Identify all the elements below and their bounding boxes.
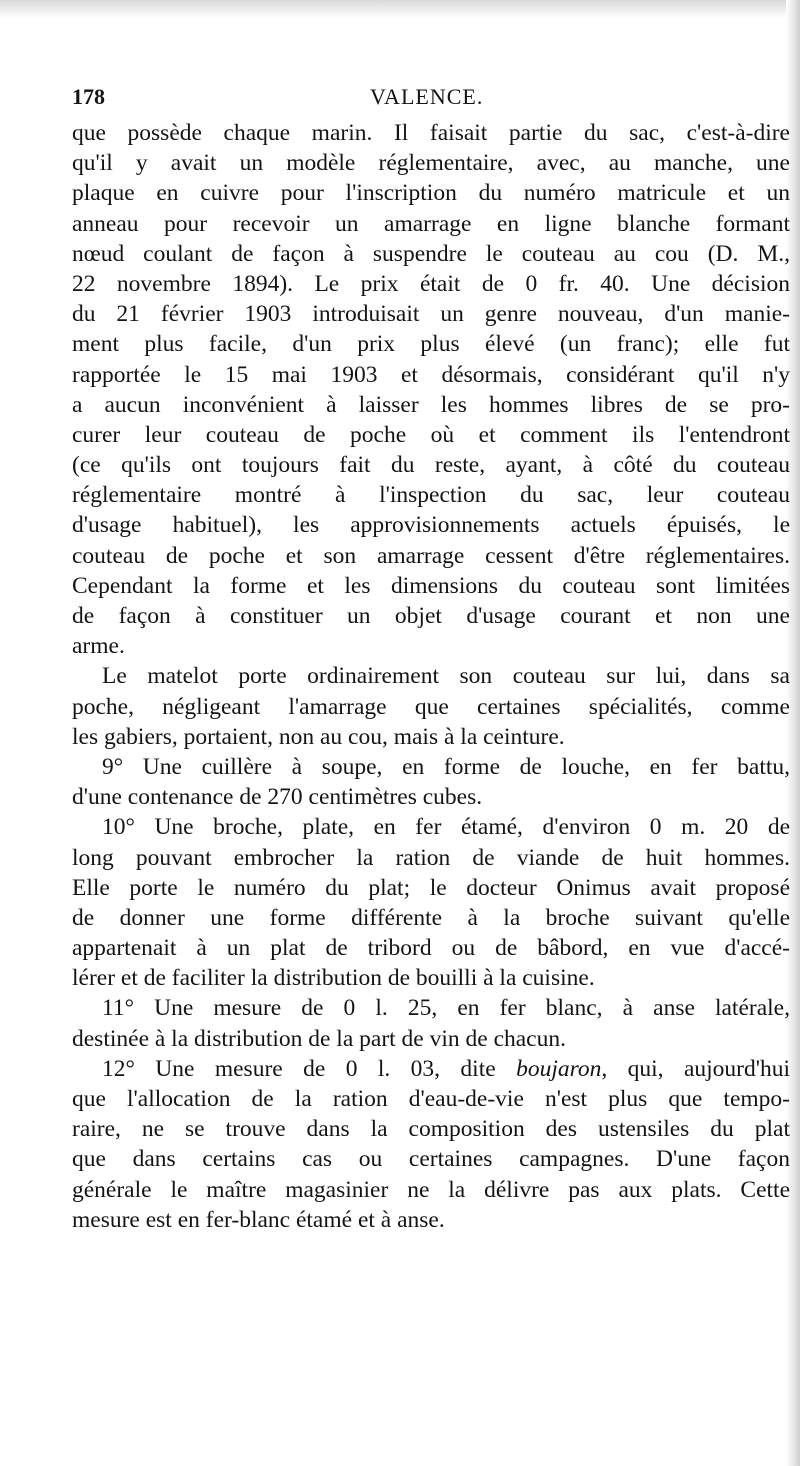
text-line: 22 novembre 1894). Le prix était de 0 fr. 40. Une décision bbox=[72, 270, 790, 297]
text-line: qu'il y avait un modèle réglementaire, avec, au manche, une bbox=[72, 150, 790, 177]
text-line: plaque en cuivre pour l'inscription du numéro matricule et un bbox=[72, 180, 790, 207]
text-line: couteau de poche et son amarrage cessent d'être réglementaires. bbox=[72, 542, 790, 569]
text-line: que dans certains cas ou certaines campagnes. D'une façon bbox=[72, 1146, 790, 1173]
italic-term: boujaron bbox=[516, 1055, 602, 1082]
text-line: 9° Une cuillère à soupe, en forme de louche, en fer battu, bbox=[102, 753, 790, 780]
text-run: 12° Une mesure de 0 l. 03, dite bbox=[102, 1055, 517, 1082]
text-line: destinée à la distribution de la part de vin de chacun. bbox=[72, 1025, 566, 1052]
text-line: curer leur couteau de poche où et comment ils l'entendront bbox=[72, 421, 790, 448]
text-line: poche, négligeant l'amarrage que certaines spécialités, comme bbox=[72, 693, 790, 720]
text-line: lérer et de faciliter la distribution de bouilli à la cuisine. bbox=[72, 965, 595, 992]
text-line: rapportée le 15 mai 1903 et désormais, considérant qu'il n'y bbox=[72, 361, 790, 388]
text-line: d'une contenance de 270 centimètres cubes. bbox=[72, 784, 483, 811]
text-line: anneau pour recevoir un amarrage en ligne blanche formant bbox=[72, 210, 790, 237]
text-line: 11° Une mesure de 0 l. 25, en fer blanc, à anse latérale, bbox=[102, 995, 790, 1022]
text-line: 10° Une broche, plate, en fer étamé, d'environ 0 m. 20 de bbox=[102, 814, 790, 841]
text-line: arme. bbox=[72, 633, 125, 660]
text-line: que possède chaque marin. Il faisait partie du sac, c'est-à-dire bbox=[72, 120, 790, 146]
body-text bbox=[72, 118, 790, 1235]
text-line: du 21 février 1903 introduisait un genre nouveau, d'un manie- bbox=[72, 301, 790, 328]
text-run: , qui, aujourd'hui bbox=[601, 1055, 791, 1082]
text-line: d'usage habituel), les approvisionnements actuels épuisés, le bbox=[72, 512, 790, 539]
text-line: que l'allocation de la ration d'eau-de-vie n'est plus que tempo- bbox=[72, 1086, 790, 1112]
text-line: long pouvant embrocher la ration de viande de huit hommes. bbox=[72, 844, 790, 871]
text-line: appartenait à un plat de tribord ou de bâbord, en vue d'accé- bbox=[72, 935, 790, 962]
text-line bbox=[72, 1054, 790, 1084]
text-line: générale le maître magasinier ne la délivre pas aux plats. Cette bbox=[72, 1176, 790, 1203]
scan-top-edge bbox=[0, 0, 800, 18]
text-line: (ce qu'ils ont toujours fait du reste, ayant, à côté du couteau bbox=[72, 452, 790, 479]
text-line: de donner une forme différente à la broche suivant qu'elle bbox=[72, 904, 790, 931]
text-line: a aucun inconvénient à laisser les hommes libres de se pro- bbox=[72, 391, 790, 418]
text-line: mesure est en fer-blanc étamé et à anse. bbox=[72, 1206, 445, 1233]
text-line: raire, ne se trouve dans la composition des ustensiles du plat bbox=[72, 1116, 790, 1143]
running-head bbox=[72, 84, 790, 114]
text-line: les gabiers, portaient, non au cou, mais à la ceinture. bbox=[72, 723, 565, 750]
text-line: réglementaire montré à l'inspection du sac, leur couteau bbox=[72, 482, 790, 509]
text-line: Elle porte le numéro du plat; le docteur Onimus avait proposé bbox=[72, 874, 790, 901]
text-line: de façon à constituer un objet d'usage courant et non une bbox=[72, 603, 790, 629]
text-line: Cependant la forme et les dimensions du couteau sont limitées bbox=[72, 572, 790, 599]
text-line: nœud coulant de façon à suspendre le couteau au cou (D. M., bbox=[72, 240, 790, 267]
text-line: Le matelot porte ordinairement son couteau sur lui, dans sa bbox=[102, 663, 790, 690]
header-title: VALENCE. bbox=[370, 84, 484, 109]
text-line: ment plus facile, d'un prix plus élevé (un franc); elle fut bbox=[72, 331, 790, 358]
page-number: 178 bbox=[72, 84, 105, 109]
